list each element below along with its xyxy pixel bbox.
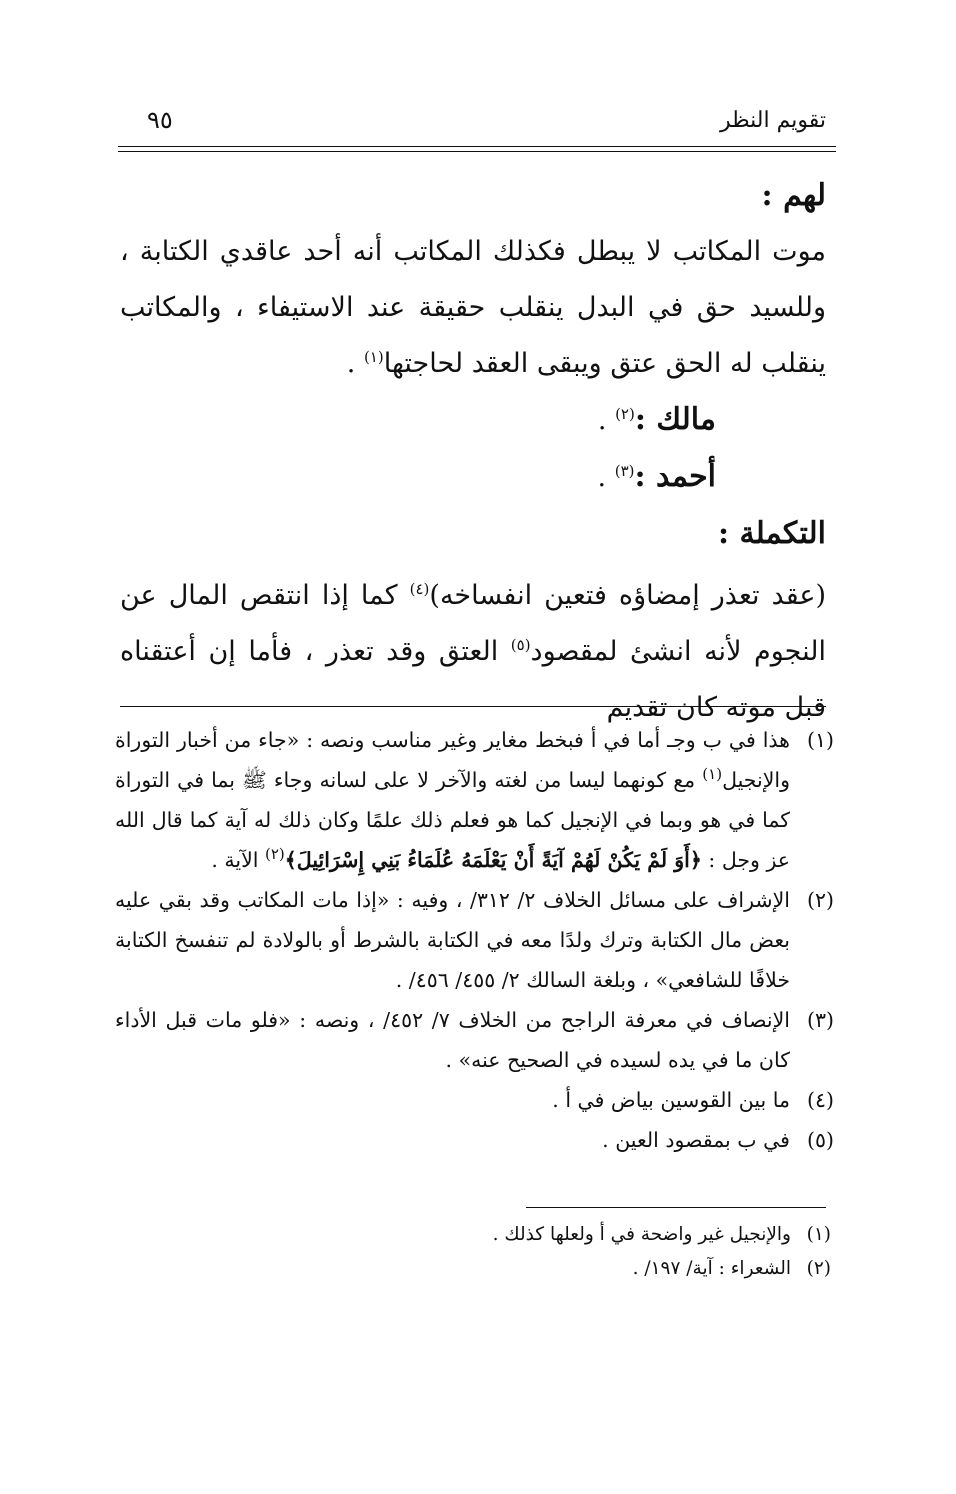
ahmad-line [120,449,826,506]
sub-footnote-marker-1[interactable]: (١) [702,765,723,784]
running-title: تقويم النظر [719,108,826,133]
sub-footnote-separator [526,1207,826,1208]
malik-line [120,392,826,449]
quran-verse: ﴿أَوَ لَمْ يَكُنْ لَهُمْ آيَةً أَنْ يَعْلَمَهُ عُلَمَاءُ بَنِي إِسْرَائِيلَ﴾ [284,848,702,872]
ahmad-end: . [597,462,615,493]
sub-footnote-number: (١) [806,1224,831,1245]
footnote-marker-4[interactable]: (٤) [409,580,430,598]
footnote-text: ما بين القوسين بياض في أ . [552,1088,790,1112]
sub-footnote-1 [300,1218,831,1252]
ahmad-label: أحمد : [634,459,716,494]
sub-footnote-number: (٢) [806,1258,831,1279]
footnote-3 [115,1000,834,1080]
heading-takmila: التكملة : [718,516,826,551]
p2-line1-b: كما إذا انتقص المال عن النجوم [120,580,826,667]
footnote-text: الإشراف على مسائل الخلاف ٢/ ٣١٢/ ، وفيه : «إذا مات المكاتب وقد بقي عليه بعض مال الكتابة وترك ولدًا معه في الكتابة بالشرط أو بالولادة لم تنفسخ الكتابة خلافًا للشافعي» ، وبلغة السالك ٢/ ٤٥٥/ ٤٥٦/ . [115,888,790,992]
header-rule [118,146,836,147]
paragraph-1 [120,224,826,392]
p2-line1-a: (عقد تعذر إمضاؤه فتعين انفساخه) [429,580,827,611]
footnotes [115,720,834,1160]
footnote-marker-1[interactable]: (١) [363,348,384,366]
footnote-2 [115,880,834,1000]
malik-label: مالك : [634,402,716,437]
footnote-text: الإنصاف في معرفة الراجح من الخلاف ٧/ ٤٥٢/ ، ونصه : «فلو مات قبل الأداء كان ما في يده لسيده في الصحيح عنه» . [115,1008,790,1072]
sub-footnote-marker-2[interactable]: (٢) [265,845,285,864]
p1-line3-end: . [346,348,364,379]
sub-footnotes [300,1218,831,1286]
footnote-text: مع كونهما ليسا من لغته والآخر لا على لسانه وجاء ﷺ بما في التوراة كما في هو وبما في الإنجيل كما هو فعلم ذلك علمًا وكان ذلك له آية كما قال الله عز وجل : [115,768,790,872]
footnote-number: (٣) [806,1008,834,1032]
p2-line2-b: العتق وقد تعذر ، فأما إن أعتقناه قبل موته كان تقديم [120,636,826,723]
footnote-number: (٥) [806,1128,834,1152]
sub-footnote-text: والإنجيل غير واضحة في أ ولعلها كذلك . [492,1224,791,1245]
footnote-1 [115,720,834,880]
footnote-marker-3[interactable]: (٣) [614,462,635,480]
footnote-text: هذا في ب وجـ أما في أ فبخط مغاير وغير مناسب ونصه : «جاء من أخبار التوراة والإنجيل [115,728,790,792]
footnote-number: (٤) [806,1088,834,1112]
header-rule-thin [118,151,836,152]
footnote-marker-5[interactable]: (٥) [510,636,531,654]
sub-footnote-2 [300,1252,831,1286]
page-number: ٩٥ [147,106,173,134]
footnote-separator [120,706,826,707]
p1-line2: حق في البدل ينقلب حقيقة عند الاستيفاء ، والمكاتب ينقلب له الحق عتق [120,292,826,379]
p2-line2-a: لأنه انشئ لمقصود [530,636,742,667]
page-header [125,100,826,140]
footnote-text: الآية . [211,848,265,872]
main-text [120,168,826,736]
paragraph-2 [120,568,826,736]
p1-line1: موت المكاتب لا يبطل فكذلك المكاتب أنه أحد عاقدي الكتابة ، وللسيد [120,236,826,323]
footnote-4 [115,1080,834,1120]
footnote-5 [115,1120,834,1160]
sub-footnote-text: الشعراء : آية/ ١٩٧/ . [632,1258,791,1279]
footnote-text: في ب بمقصود العين . [602,1128,790,1152]
footnote-marker-2[interactable]: (٢) [615,405,635,423]
p1-line3: ويبقى العقد لحاجتها [383,348,602,379]
footnote-number: (١) [806,728,834,752]
footnote-number: (٢) [806,888,834,912]
malik-end: . [597,405,616,436]
heading-lahum: لهم : [761,178,826,213]
